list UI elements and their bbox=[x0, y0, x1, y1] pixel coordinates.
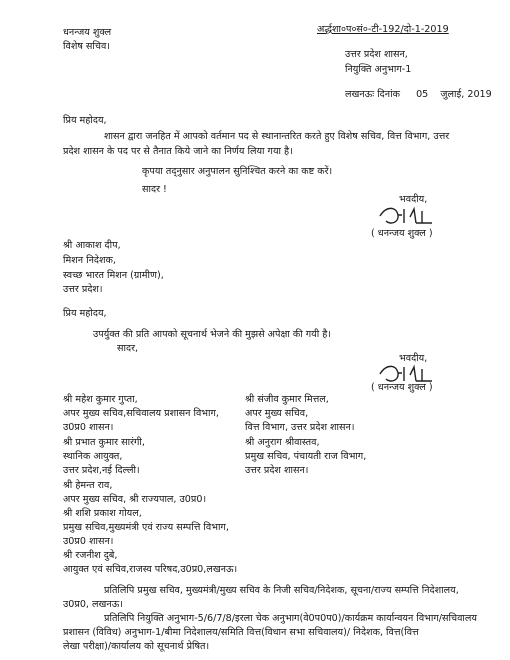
salutation-1: प्रिय महोदय, bbox=[63, 115, 107, 126]
copy2-line2: प्रशासन (विविध) अनुभाग-1/बीमा निदेशालय/समिति वित्त(विधान सभा सचिवालय)/ निदेशक, वित्त(वित्त bbox=[63, 627, 419, 638]
recipient-1-line2: अपर मुख्य सचिव,सचिवालय प्रशासन विभाग, bbox=[63, 408, 219, 419]
recipient-3-line1: श्री हेमन्त राव, bbox=[63, 480, 113, 491]
sender-name: धनन्जय शुक्ल bbox=[63, 27, 112, 38]
recipient-5-line1: श्री रजनीश दुबे, bbox=[63, 550, 118, 561]
salutation-2: प्रिय महोदय, bbox=[63, 308, 107, 319]
recipient-4-line1: श्री शशि प्रकाश गोयल, bbox=[63, 508, 142, 519]
para1-line1: शासन द्वारा जनहित में आपको वर्तमान पद से स्थानान्तरित करते हुए विशेष सचिव, वित्त विभाग, उत्तर bbox=[104, 131, 450, 142]
date-month-year: जुलाई, 2019 bbox=[440, 89, 492, 100]
date-line bbox=[345, 89, 492, 101]
yours-1: भवदीय, bbox=[399, 194, 428, 205]
place-label: लखनऊः दिनांक bbox=[345, 89, 400, 100]
date-day: 05 bbox=[416, 89, 429, 100]
recipient-6-line1: श्री संजीव कुमार मित्तल, bbox=[245, 394, 329, 405]
reference-number: अर्द्धशा०प०सं०-टी-192/दो-1-2019 bbox=[317, 24, 449, 35]
signer-1: ( धनन्जय शुक्ल ) bbox=[371, 228, 433, 239]
office-section: नियुक्ति अनुभाग-1 bbox=[345, 64, 412, 75]
para1-line2: प्रदेश शासन के पद पर से तैनात किये जाने का निर्णय लिया गया है। bbox=[63, 146, 293, 157]
recipient-2-line1: श्री प्रभात कुमार सारंगी, bbox=[63, 437, 145, 448]
copy2-line3: लेखा परीक्षा)/कार्यालय को सूचनार्थ प्रेषित। bbox=[63, 641, 210, 652]
para2: कृपया तद्नुसार अनुपालन सुनिश्चित करने का कष्ट करें। bbox=[142, 166, 333, 177]
letter2-para: उपर्युक्त की प्रति आपको सूचनार्थ भेजने की मुझसे अपेक्षा की गयी है। bbox=[93, 329, 332, 340]
sender-designation: विशेष सचिव। bbox=[63, 41, 110, 52]
recipient-1-line3: उ0प्र0 शासन। bbox=[63, 422, 114, 433]
recipient-3-line2: अपर मुख्य सचिव, श्री राज्यपाल, उ0प्र0। bbox=[63, 494, 207, 505]
recipient-7-line1: श्री अनुराग श्रीवास्तव, bbox=[245, 437, 320, 448]
closing-2: सादर, bbox=[117, 343, 139, 354]
addressee-line3: स्वच्छ भारत मिशन (ग्रामीण), bbox=[63, 270, 164, 281]
recipient-5-line2: आयुक्त एवं सचिव,राजस्व परिषद,उ0प्र0,लखनऊ। bbox=[63, 564, 238, 575]
signature-1 bbox=[376, 203, 436, 229]
recipient-6-line3: वित्त विभाग, उत्तर प्रदेश शासन। bbox=[245, 422, 355, 433]
recipient-7-line3: उत्तर प्रदेश शासन। bbox=[245, 465, 309, 476]
recipient-2-line3: उत्तर प्रदेश,नई दिल्ली। bbox=[63, 465, 140, 476]
yours-2: भवदीय, bbox=[399, 353, 428, 364]
recipient-4-line3: उ0प्र0 शासन। bbox=[63, 536, 114, 547]
recipient-4-line2: प्रमुख सचिव,मुख्यमंत्री एवं राज्य सम्पत्ति विभाग, bbox=[63, 522, 229, 533]
copy2-line1: प्रतिलिपि नियुक्ति अनुभाग-5/6/7/8/इरला चेक अनुभाग(वे0प0प0)/कार्यक्रम कार्यान्वयन विभाग/सचिवालय bbox=[104, 613, 477, 624]
closing-1: सादर ! bbox=[142, 184, 167, 195]
recipient-7-line2: प्रमुख सचिव, पंचायती राज विभाग, bbox=[245, 451, 367, 462]
addressee-line2: मिशन निदेशक, bbox=[63, 255, 116, 266]
addressee-line4: उत्तर प्रदेश। bbox=[63, 284, 103, 295]
addressee-line1: श्री आकाश दीप, bbox=[63, 240, 121, 251]
recipient-2-line2: स्थानिक आयुक्त, bbox=[63, 451, 123, 462]
recipient-1-line1: श्री महेश कुमार गुप्ता, bbox=[63, 394, 138, 405]
copy1-line2: उ0प्र0, लखनऊ। bbox=[63, 599, 123, 610]
signer-2: ( धनन्जय शुक्ल ) bbox=[371, 382, 433, 393]
copy1-line1: प्रतिलिपि प्रमुख सचिव, मुख्यमंत्री/मुख्य सचिव के निजी सचिव/निदेशक, सूचना/राज्य सम्पत्ति निदेशालय, bbox=[104, 585, 459, 596]
office-govt: उत्तर प्रदेश शासन, bbox=[345, 49, 408, 60]
recipient-6-line2: अपर मुख्य सचिव, bbox=[245, 408, 309, 419]
